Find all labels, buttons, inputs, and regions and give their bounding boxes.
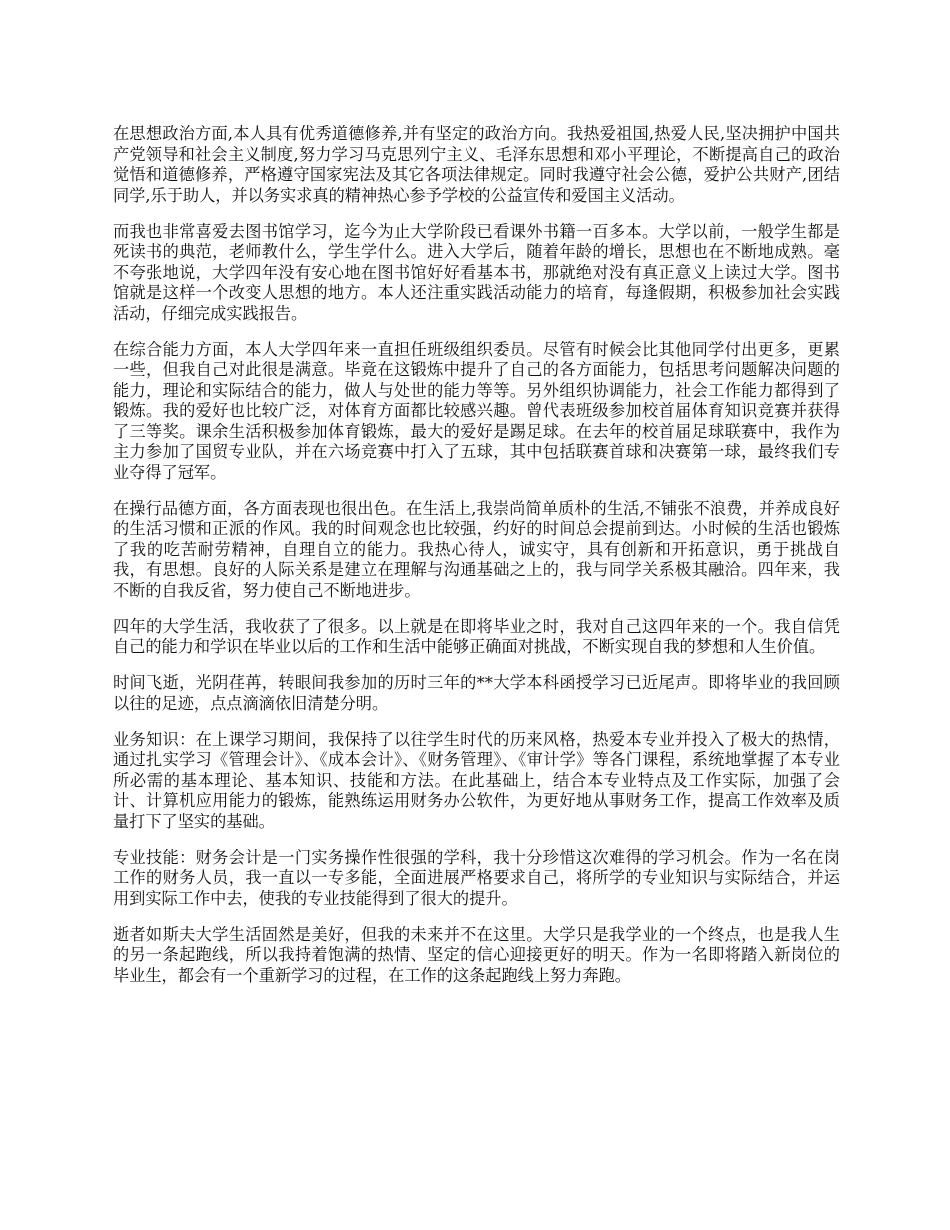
paragraph-future: 逝者如斯夫大学生活固然是美好，但我的未来并不在这里。大学只是我学业的一个终点，也是我人生的另一条起跑线，所以我持着饱满的热情、坚定的信心迎接更好的明天。作为一名即将踏入新岗位的毕业生，都会有一个重新学习的过程，在工作的这条起跑线上努力奔跑。	[113, 924, 840, 985]
paragraph-political: 在思想政治方面,本人具有优秀道德修养,并有坚定的政治方向。我热爱祖国,热爱人民,坚决拥护中国共产党领导和社会主义制度,努力学习马克思列宁主义、毛泽东思想和邓小平理论，不断提高自己的政治觉悟和道德修养，严格遵守国家宪法及其它各项法律规定。同时我遵守社会公德，爱护公共财产,团结同学,乐于助人，并以务实求真的精神热心参予学校的公益宣传和爱国主义活动。	[113, 124, 840, 205]
paragraph-library: 而我也非常喜爱去图书馆学习，迄今为止大学阶段已看课外书籍一百多本。大学以前，一般学生都是死读书的典范，老师教什么，学生学什么。进入大学后，随着年龄的增长，思想也在不断地成熟。毫不夸张地说，大学四年没有安心地在图书馆好好看基本书，那就绝对没有真正意义上读过大学。图书馆就是这样一个改变人思想的地方。本人还注重实践活动能力的培育，每逢假期，积极参加社会实践活动，仔细完成实践报告。	[113, 221, 840, 323]
paragraph-business-knowledge: 业务知识：在上课学习期间，我保持了以往学生时代的历来风格，热爱本专业并投入了极大的热情，通过扎实学习《管理会计》、《成本会计》、《财务管理》、《审计学》等各门课程，系统地掌握了本专业所必需的基本理论、基本知识、技能和方法。在此基础上，结合本专业特点及工作实际，加强了会计、计算机应用能力的锻炼，能熟练运用财务办公软件，为更好地从事财务工作，提高工作效率及质量打下了坚实的基础。	[113, 729, 840, 831]
paragraph-ability: 在综合能力方面，本人大学四年来一直担任班级组织委员。尽管有时候会比其他同学付出更多，更累一些，但我自己对此很是满意。毕竟在这锻炼中提升了自己的各方面能力，包括思考问题解决问题的能力，理论和实际结合的能力，做人与处世的能力等等。另外组织协调能力，社会工作能力都得到了锻炼。我的爱好也比较广泛，对体育方面都比较感兴趣。曾代表班级参加校首届体育知识竞赛并获得了三等奖。课余生活积极参加体育锻炼，最大的爱好是踢足球。在去年的校首届足球联赛中，我作为主力参加了国贸专业队，并在六场竞赛中打入了五球，其中包括联赛首球和决赛第一球，最终我们专业夺得了冠军。	[113, 339, 840, 482]
paragraph-conduct: 在操行品德方面，各方面表现也很出色。在生活上,我崇尚简单质朴的生活,不铺张不浪费，并养成良好的生活习惯和正派的作风。我的时间观念也比较强，约好的时间总会提前到达。小时候的生活也锻炼了我的吃苦耐劳精神，自理自立的能力。我热心待人，诚实守，具有创新和开拓意识，勇于挑战自我，有思想。良好的人际关系是建立在理解与沟通基础之上的，我与同学关系极其融洽。四年来，我不断的自我反省，努力使自己不断地进步。	[113, 498, 840, 600]
paragraph-professional-skills: 专业技能：财务会计是一门实务操作性很强的学科，我十分珍惜这次难得的学习机会。作为一名在岗工作的财务人员，我一直以一专多能，全面进展严格要求自己，将所学的专业知识与实际结合，并运用到实际工作中去，使我的专业技能得到了很大的提升。	[113, 847, 840, 908]
paragraph-summary: 四年的大学生活，我收获了了很多。以上就是在即将毕业之时，我对自己这四年来的一个。我自信凭自己的能力和学识在毕业以后的工作和生活中能够正确面对挑战，不断实现自我的梦想和人生价值。	[113, 616, 840, 656]
document-page	[113, 124, 840, 1002]
paragraph-time: 时间飞逝，光阴荏苒，转眼间我参加的历时三年的**大学本科函授学习已近尾声。即将毕业的我回顾以往的足迹，点点滴滴依旧清楚分明。	[113, 673, 840, 713]
